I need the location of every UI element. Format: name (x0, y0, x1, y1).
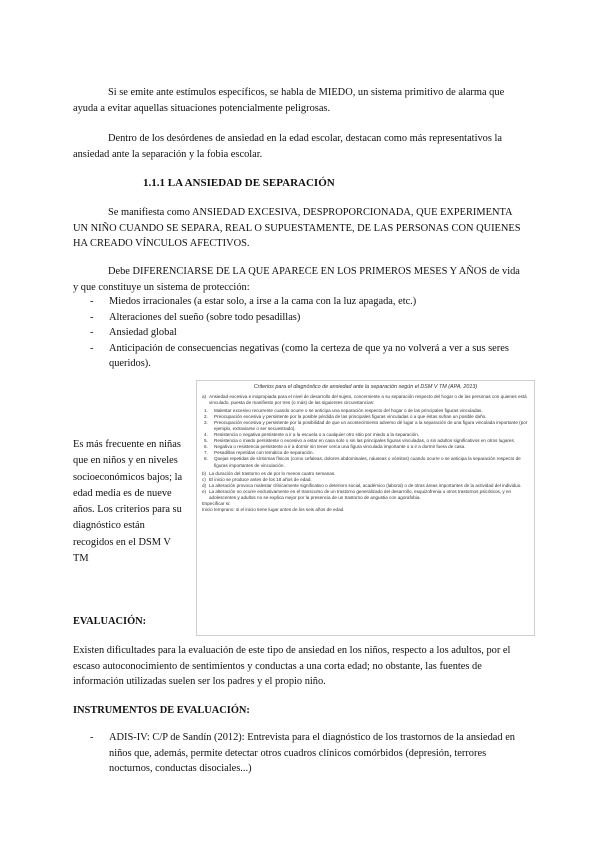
instrumentos-heading: INSTRUMENTOS DE EVALUACIÓN: (73, 705, 250, 716)
criteria-title: Criterios para el diagnóstico de ansiedad ante la separación según el DSM V TM (APA, 2013) (253, 384, 478, 390)
specify-label: Especificar si: (202, 500, 231, 506)
miedo-paragraph: Si se emite ante estímulos específicos, se habla de MIEDO, un sistema primitivo de alarma que ayuda a evitar aquellas situaciones potencialmente peligrosas. (73, 87, 505, 114)
trastornos-paragraph: Dentro de los desórdenes de ansiedad en la edad escolar, destacan como más representativos la ansiedad ante la separación y la fobia escolar. (73, 133, 502, 160)
dash-marker: - (90, 296, 94, 307)
list-item: 6. Negativa o resistencia persistente a ir a dormir sin tener cerca una figura vinculada importante o a ir a dormir fuera de casa. (204, 444, 466, 450)
dash-marker: - (90, 732, 94, 743)
section-title: 1.1.1 LA ANSIEDAD DE SEPARACIÓN (143, 177, 335, 189)
list-item: - Ansiedad global (90, 325, 520, 341)
dash-marker: - (90, 327, 94, 338)
dash-marker: - (90, 342, 94, 354)
evaluacion-paragraph: Existen dificultades para la evaluación de este tipo de ansiedad en los niños, respecto a los adultos, por el escaso autoconocimiento de sentimientos y conductas a una corta edad; no obstante, las fuentes de información utilizadas suelen ser los padres y el propio niño. (73, 645, 511, 687)
criterion-b: b) La duración del trastorno es de por lo menos cuatro semanas. (202, 470, 336, 476)
list-item: 8. Quejas repetidas de síntomas físicos (como cefaleas, dolores abdominales, náuseas o vómitos) cuando ocurre o se anticipa la separación respecto de figuras importantes de vinculación. (204, 456, 521, 468)
list-item: 4. Resistencia o negativa persistente a ir a la escuela o a cualquier otro sitio por miedo a la separación. (204, 432, 420, 438)
symptom-list (90, 294, 520, 372)
criterion-a-items (202, 408, 529, 468)
differentiate-paragraph: Debe DIFERENCIARSE DE LA QUE APARECE EN LOS PRIMEROS MESES Y AÑOS de vida y que constituye un sistema de protección: (73, 266, 520, 293)
criterion-a: a) Ansiedad excesiva e inapropiada para el nivel de desarrollo del sujeto, concerniente a su separación respecto del hogar o de las personas con quienes está vinculado, puesta de manifiesto por tres (o más) de las siguientes circunstancias: (202, 394, 527, 406)
dash-marker: - (90, 311, 94, 323)
list-item: 2. Preocupación excesiva y persistente por la posible pérdida de las principales figuras vinculadas o a que éstas sufran un posible daño. (204, 414, 487, 420)
list-item: - Alteraciones del sueño (sobre todo pesadillas) (90, 310, 520, 326)
list-item: 1. Malestar excesivo recurrente cuando ocurre o se anticipa una separación respecto del hogar o de las principales figuras vinculadas. (204, 408, 483, 414)
list-item: 3. Preocupación excesiva y persistente por la posibilidad de que un acontecimiento adverso dé lugar a la separación de una figura vinculada importante (por ejemplo, extraviarse o ser secuestrado). (204, 420, 528, 432)
specify-text: Inicio temprano: si el inicio tiene lugar antes de los seis años de edad. (202, 506, 345, 512)
instrumentos-list (90, 730, 525, 777)
list-item: - ADIS-IV: C/P de Sandín (2012): Entrevista para el diagnóstico de los trastornos de la ansiedad en niños que, además, permite detectar otros cuadros clínicos comórbidos (depresión, terrores nocturnos, conductas disociales...) (90, 732, 516, 774)
dsm-criteria-figure (196, 380, 535, 636)
criterion-d: d) La alteración provoca malestar clínicamente significativo o deterioro social, académico (laboral) o de otras áreas importantes de la actividad del individuo. (202, 482, 522, 488)
evaluacion-heading: EVALUACIÓN: (73, 616, 147, 627)
list-item: 7. Pesadillas repetidas con temática de separación. (204, 450, 314, 456)
criterion-c: c) El inicio se produce antes de los 18 años de edad. (202, 476, 312, 482)
definition-paragraph: Se manifiesta como ANSIEDAD EXCESIVA, DESPROPORCIONADA, QUE EXPERIMENTA UN NIÑO CUANDO SE SEPARA, REAL O SUPUESTAMENTE, DE LAS PERSONAS CON QUIENES HA CREADO VÍNCULOS AFECTIVOS. (73, 207, 521, 250)
list-item: - Miedos irracionales (a estar solo, a irse a la cama con la luz apagada, etc.) (90, 294, 520, 310)
criterion-e: e) La alteración no ocurre exclusivamente en el transcurso de un trastorno generalizado del desarrollo, esquizofrenia u otros trastornos psicóticos, y en adolescentes y adultos no se explica mejor por la presencia de un trastorno de angustia con agorafobia. (202, 488, 512, 500)
side-note: Es más frecuente en niñas que en niños y en niveles socioeconómicos bajos; la edad media es de nueve años. Los criterios para su diagnóstico están recogidos en el DSM V TM (73, 439, 183, 565)
list-item: - Anticipación de consecuencias negativas (como la certeza de que ya no volverá a ver a sus seres queridos). (90, 342, 509, 369)
list-item: 5. Resistencia o miedo persistente o excesivo a estar en casa solo o sin las principales figuras vinculadas, o sin adultos significativos en otros lugares. (204, 438, 516, 444)
